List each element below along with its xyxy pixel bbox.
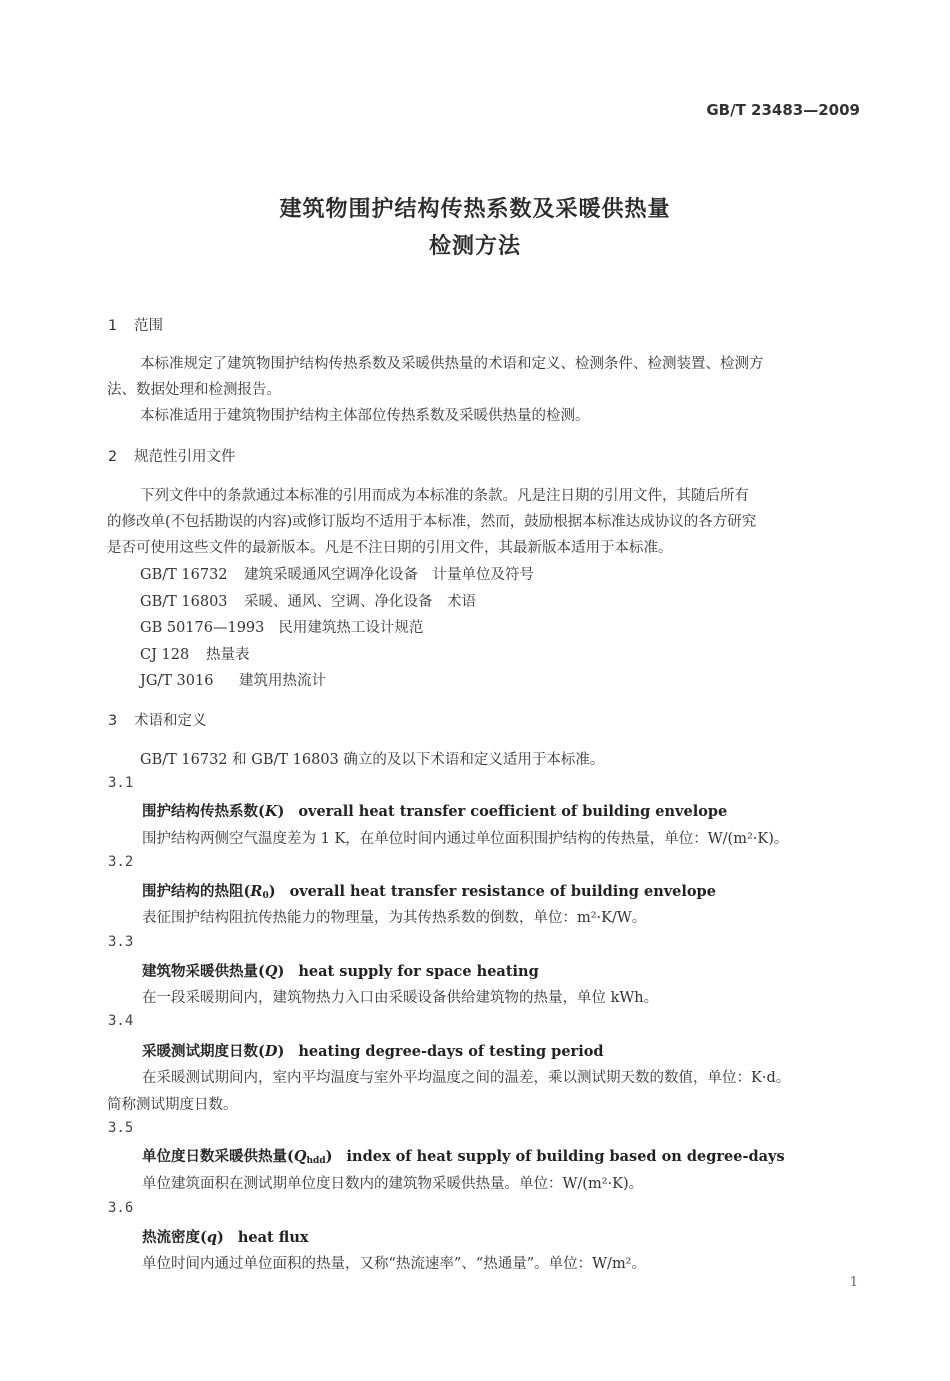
term-english: heating degree-days of testing period — [298, 1043, 604, 1060]
section-3-heading — [108, 709, 207, 730]
term-definition: 在一段采暖期间内，建筑物热力入口由采暖设备供给建筑物的热量，单位 kWh。 — [142, 990, 659, 1006]
term-english: index of heat supply of building based on degree-days — [346, 1148, 785, 1165]
term-definition: 单位建筑面积在测试期单位度日数内的建筑物采暖供热量。单位：W/(m²·K)。 — [142, 1176, 644, 1192]
term-definition: 表征围护结构阻抗传热能力的物理量，为其传热系数的倒数，单位：m²·K/W。 — [142, 910, 647, 926]
reference-code: GB 50176—1993 — [140, 620, 265, 636]
term-close: ) — [277, 963, 285, 980]
term-english: overall heat transfer coefficient of building envelope — [298, 803, 728, 820]
normative-paragraph-line-3: 是否可使用这些文件的最新版本。凡是不注日期的引用文件，其最新版本适用于本标准。 — [107, 540, 673, 556]
reference-code: GB/T 16732 — [140, 567, 228, 583]
scope-paragraph-1-line-1: 本标准规定了建筑物围护结构传热系数及采暖供热量的术语和定义、检测条件、检测装置、检测方 — [140, 356, 764, 372]
standard-code: GB/T 23483—2009 — [706, 101, 860, 119]
term-heading — [142, 800, 727, 821]
reference-code: JG/T 3016 — [140, 673, 214, 689]
section-title: 规范性引用文件 — [134, 449, 236, 465]
term-chinese: 单位度日数采暖供热量( — [142, 1148, 294, 1165]
scope-paragraph-1-line-2: 法、数据处理和检测报告。 — [107, 382, 281, 398]
term-definition: 单位时间内通过单位面积的热量，又称“热流速率”、“热通量”。单位：W/m²。 — [142, 1256, 646, 1272]
reference-title: 建筑采暖通风空调净化设备 计量单位及符号 — [244, 567, 534, 583]
section-number: 3 — [108, 713, 118, 729]
term-symbol: K — [264, 803, 278, 820]
section-number: 2 — [108, 449, 118, 465]
term-symbol: Q — [264, 963, 278, 980]
reference-item — [140, 590, 476, 611]
term-close: ) — [325, 1148, 333, 1165]
reference-item — [140, 643, 250, 664]
term-symbol: Q — [293, 1148, 307, 1165]
term-heading — [142, 960, 539, 981]
term-symbol: D — [264, 1043, 278, 1060]
term-close: ) — [268, 883, 276, 900]
term-chinese: 采暖测试期度日数( — [142, 1043, 265, 1060]
term-english: overall heat transfer resistance of building envelope — [289, 883, 716, 900]
reference-code: CJ 128 — [140, 647, 190, 663]
term-chinese: 围护结构的热阻( — [142, 883, 251, 900]
reference-title: 采暖、通风、空调、净化设备 术语 — [244, 594, 476, 610]
clause-number: 3.3 — [108, 934, 134, 950]
section-1-heading — [108, 314, 163, 335]
term-symbol: R — [250, 883, 263, 900]
normative-paragraph-line-2: 的修改单(不包括勘误的内容)或修订版均不适用于本标准，然而，鼓励根据本标准达成协议的各方研究 — [107, 514, 757, 530]
term-definition-continued: 简称测试期度日数。 — [107, 1097, 238, 1113]
document-title: 建筑物围护结构传热系数及采暖供热量 — [279, 197, 671, 222]
reference-title: 建筑用热流计 — [239, 673, 326, 689]
section-title: 术语和定义 — [134, 713, 207, 729]
term-chinese: 围护结构传热系数( — [142, 803, 265, 820]
term-chinese: 建筑物采暖供热量( — [142, 963, 265, 980]
reference-title: 民用建筑热工设计规范 — [278, 620, 424, 636]
clause-number: 3.4 — [108, 1013, 134, 1029]
term-close: ) — [277, 803, 285, 820]
section-number: 1 — [108, 318, 118, 334]
section-2-heading — [108, 445, 236, 466]
scope-paragraph-2: 本标准适用于建筑物围护结构主体部位传热系数及采暖供热量的检测。 — [140, 408, 590, 424]
term-subscript: hdd — [306, 1156, 326, 1166]
reference-item — [140, 616, 423, 637]
term-close: ) — [277, 1043, 285, 1060]
term-english: heat supply for space heating — [298, 963, 539, 980]
reference-code: GB/T 16803 — [140, 594, 228, 610]
clause-number: 3.1 — [108, 775, 134, 791]
term-close: ) — [217, 1229, 224, 1246]
term-heading — [142, 1040, 604, 1061]
term-subscript: 0 — [262, 891, 269, 901]
term-heading — [142, 880, 716, 901]
reference-item — [140, 669, 326, 690]
section-title: 范围 — [134, 318, 163, 334]
term-definition: 在采暖测试期间内，室内平均温度与室外平均温度之间的温差，乘以测试期天数的数值，单位：K·d。 — [142, 1070, 791, 1086]
term-chinese: 热流密度( — [142, 1229, 207, 1246]
term-definition: 围护结构两侧空气温度差为 1 K，在单位时间内通过单位面积围护结构的传热量，单位：W/(m²·K)。 — [142, 831, 789, 847]
clause-number: 3.2 — [108, 854, 134, 870]
reference-title: 热量表 — [206, 647, 250, 663]
clause-number: 3.6 — [108, 1200, 134, 1216]
term-symbol: q — [206, 1229, 218, 1246]
term-english: heat flux — [237, 1229, 309, 1246]
document-subtitle: 检测方法 — [428, 234, 521, 259]
term-heading — [142, 1226, 309, 1247]
normative-paragraph-line-1: 下列文件中的条款通过本标准的引用而成为本标准的条款。凡是注日期的引用文件，其随后所有 — [140, 488, 749, 504]
page-number: 1 — [849, 1275, 858, 1290]
term-heading — [142, 1145, 785, 1166]
reference-item — [140, 563, 534, 584]
clause-number: 3.5 — [108, 1120, 134, 1136]
terms-intro: GB/T 16732 和 GB/T 16803 确立的及以下术语和定义适用于本标准。 — [140, 752, 605, 768]
